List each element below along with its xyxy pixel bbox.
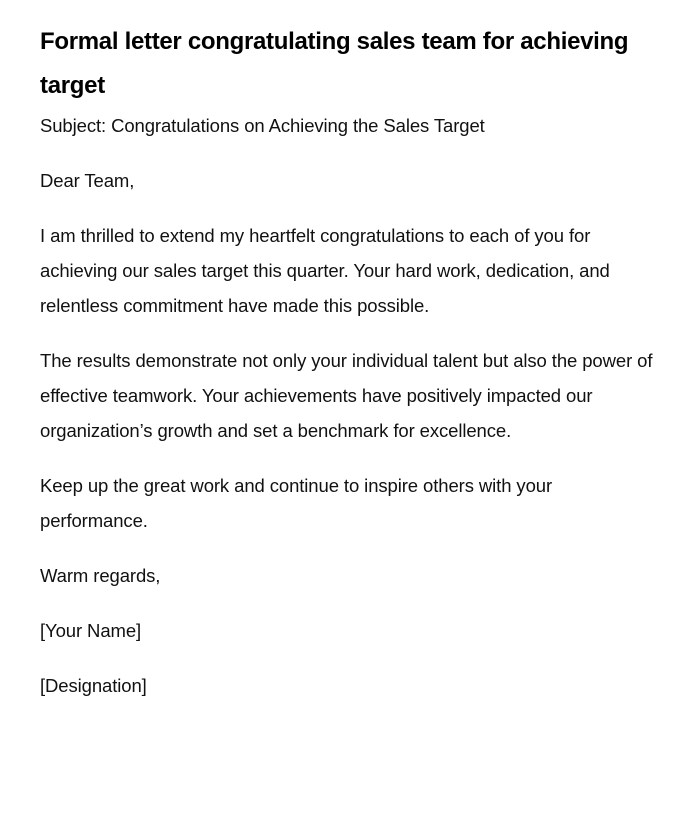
letter-paragraph-1: I am thrilled to extend my heartfelt congratulations to each of you for achieving our sales target this quarter. Your hard work, dedication, and relentless commitment have made this possible.: [40, 225, 610, 316]
letter-salutation: Dear Team,: [40, 170, 135, 191]
letter-paragraph-2: The results demonstrate not only your individual talent but also the power of effective teamwork. Your achievements have positively impacted our organization’s growth and set a benchmark for excellence.: [40, 350, 653, 441]
signature-name: [Your Name]: [40, 620, 142, 641]
signature-designation: [Designation]: [40, 675, 147, 696]
letter-closing: Warm regards,: [40, 565, 161, 586]
letter-paragraph-3: Keep up the great work and continue to inspire others with your performance.: [40, 475, 553, 531]
letter-subject: Subject: Congratulations on Achieving the Sales Target: [40, 115, 485, 136]
document-title: Formal letter congratulating sales team for achieving target: [40, 28, 629, 99]
